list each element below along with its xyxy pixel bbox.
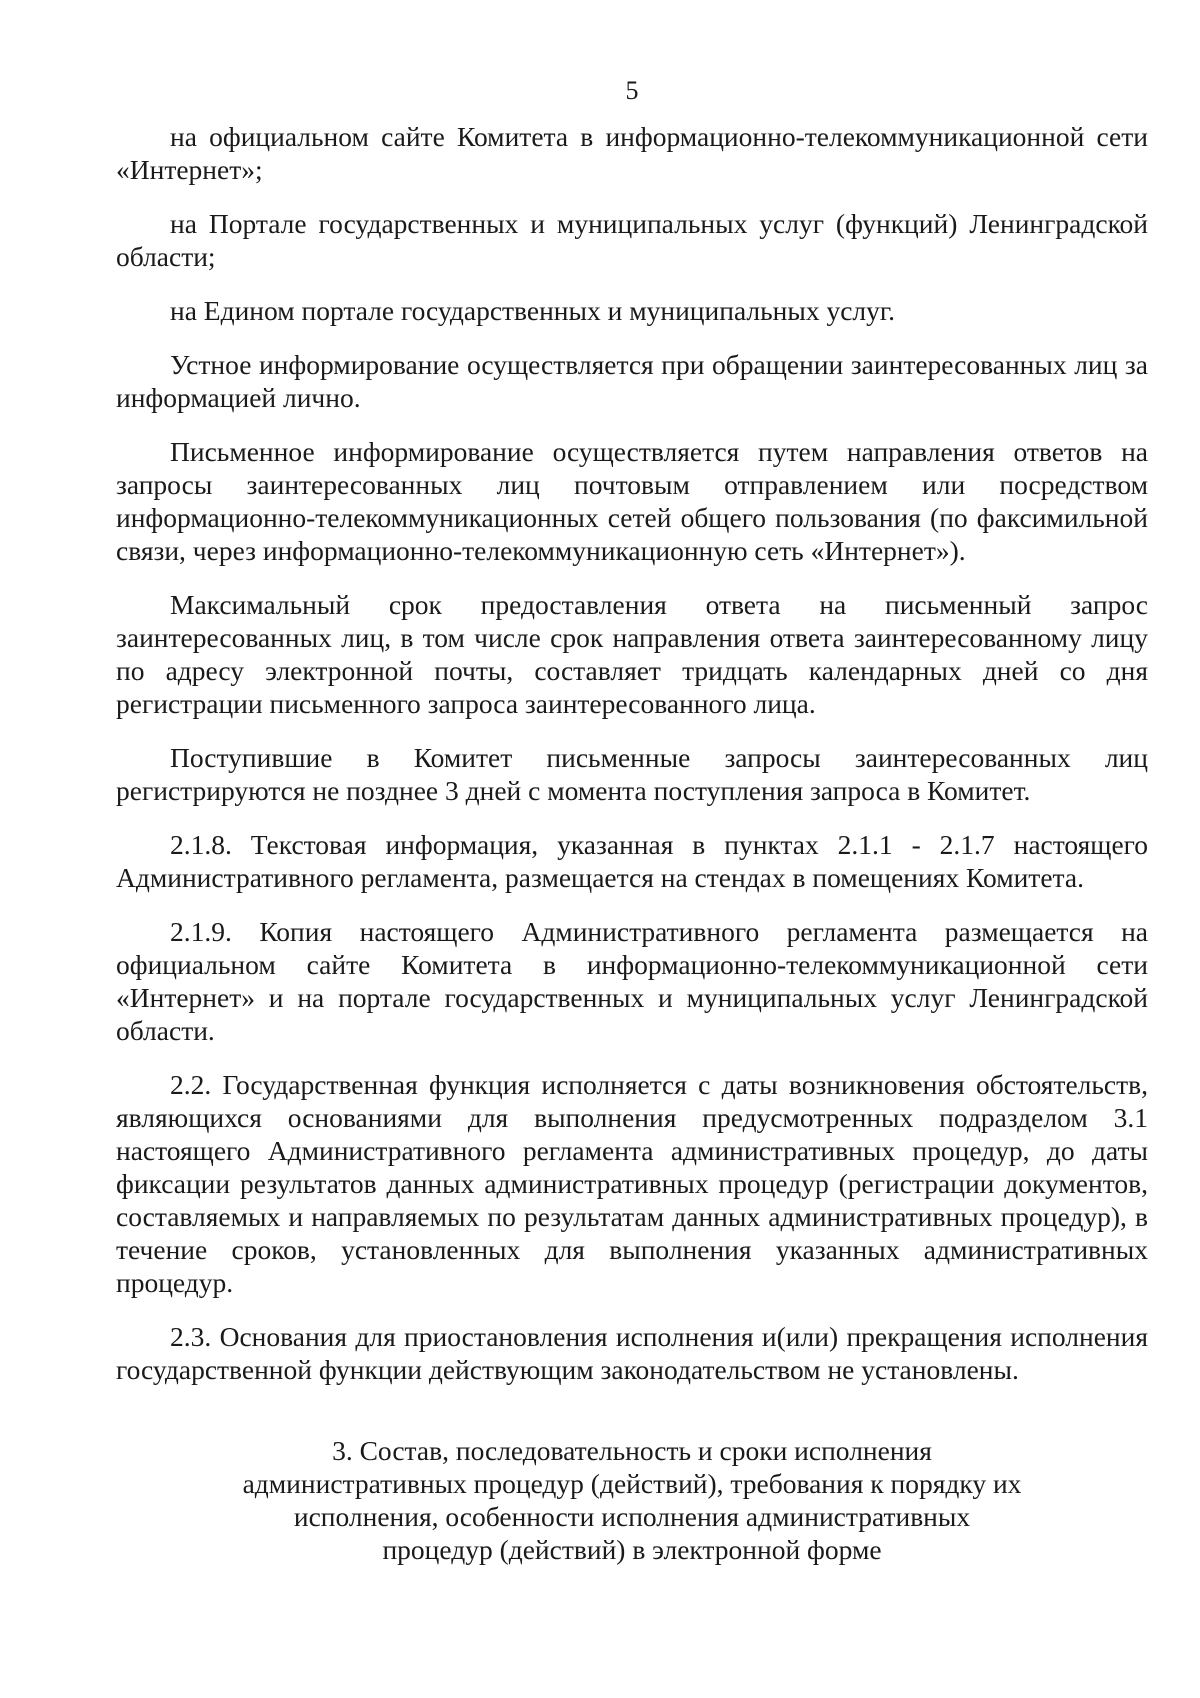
paragraph-max-response-time: Максимальный срок предоставления ответа на письменный запрос заинтересованных лиц, в том числе срок направления ответа заинтересованному лицу по адресу электронной почты, составляет тридцать календарных дней со дня регистрации письменного запроса заинтересованного лица.: [116, 589, 1148, 719]
paragraph-2-1-9: 2.1.9. Копия настоящего Административного регламента размещается на официальном сайте Комитета в информационно-телекоммуникационной сети «Интернет» и на портале государственных и муниципальных услуг Ленинградской области.: [116, 916, 1148, 1046]
paragraph-regional-portal: на Портале государственных и муниципальных услуг (функций) Ленинградской области;: [116, 208, 1148, 272]
paragraph-2-2: 2.2. Государственная функция исполняется с даты возникновения обстоятельств, являющихся основаниями для выполнения предусмотренных подразделом 3.1 настоящего Административного регламента административных процедур, до даты фиксации результатов данных административных процедур (регистрации документов, составляемых и направляемых по результатам данных административных процедур), в течение сроков, установленных для выполнения указанных административных процедур.: [116, 1069, 1148, 1298]
paragraph-unified-portal: на Едином портале государственных и муниципальных услуг.: [170, 295, 895, 326]
page-number: 5: [625, 76, 639, 105]
paragraph-official-site: на официальном сайте Комитета в информационно-телекоммуникационной сети «Интернет»;: [116, 121, 1148, 185]
paragraph-2-1-8: 2.1.8. Текстовая информация, указанная в пунктах 2.1.1 - 2.1.7 настоящего Административного регламента, размещается на стендах в помещениях Комитета.: [116, 829, 1148, 893]
paragraph-2-3: 2.3. Основания для приостановления исполнения и(или) прекращения исполнения государственной функции действующим законодательством не установлены.: [116, 1321, 1148, 1385]
document-page: [116, 76, 1148, 1566]
paragraph-written-informing: Письменное информирование осуществляется путем направления ответов на запросы заинтересованных лиц почтовым отправлением или посредством информационно-телекоммуникационных сетей общего пользования (по факсимильной связи, через информационно-телекоммуникационную сеть «Интернет»).: [116, 436, 1148, 566]
paragraph-request-registration: Поступившие в Комитет письменные запросы заинтересованных лиц регистрируются не позднее 3 дней с момента поступления запроса в Комитет.: [116, 742, 1148, 806]
section-3-heading: 3. Состав, последовательность и сроки исполнения административных процедур (действий), требования к порядку их исполнения, особенности исполнения административных процедур (действий) в электронной форме: [242, 1435, 1022, 1565]
paragraph-oral-informing: Устное информирование осуществляется при обращении заинтересованных лиц за информацией лично.: [116, 349, 1148, 413]
